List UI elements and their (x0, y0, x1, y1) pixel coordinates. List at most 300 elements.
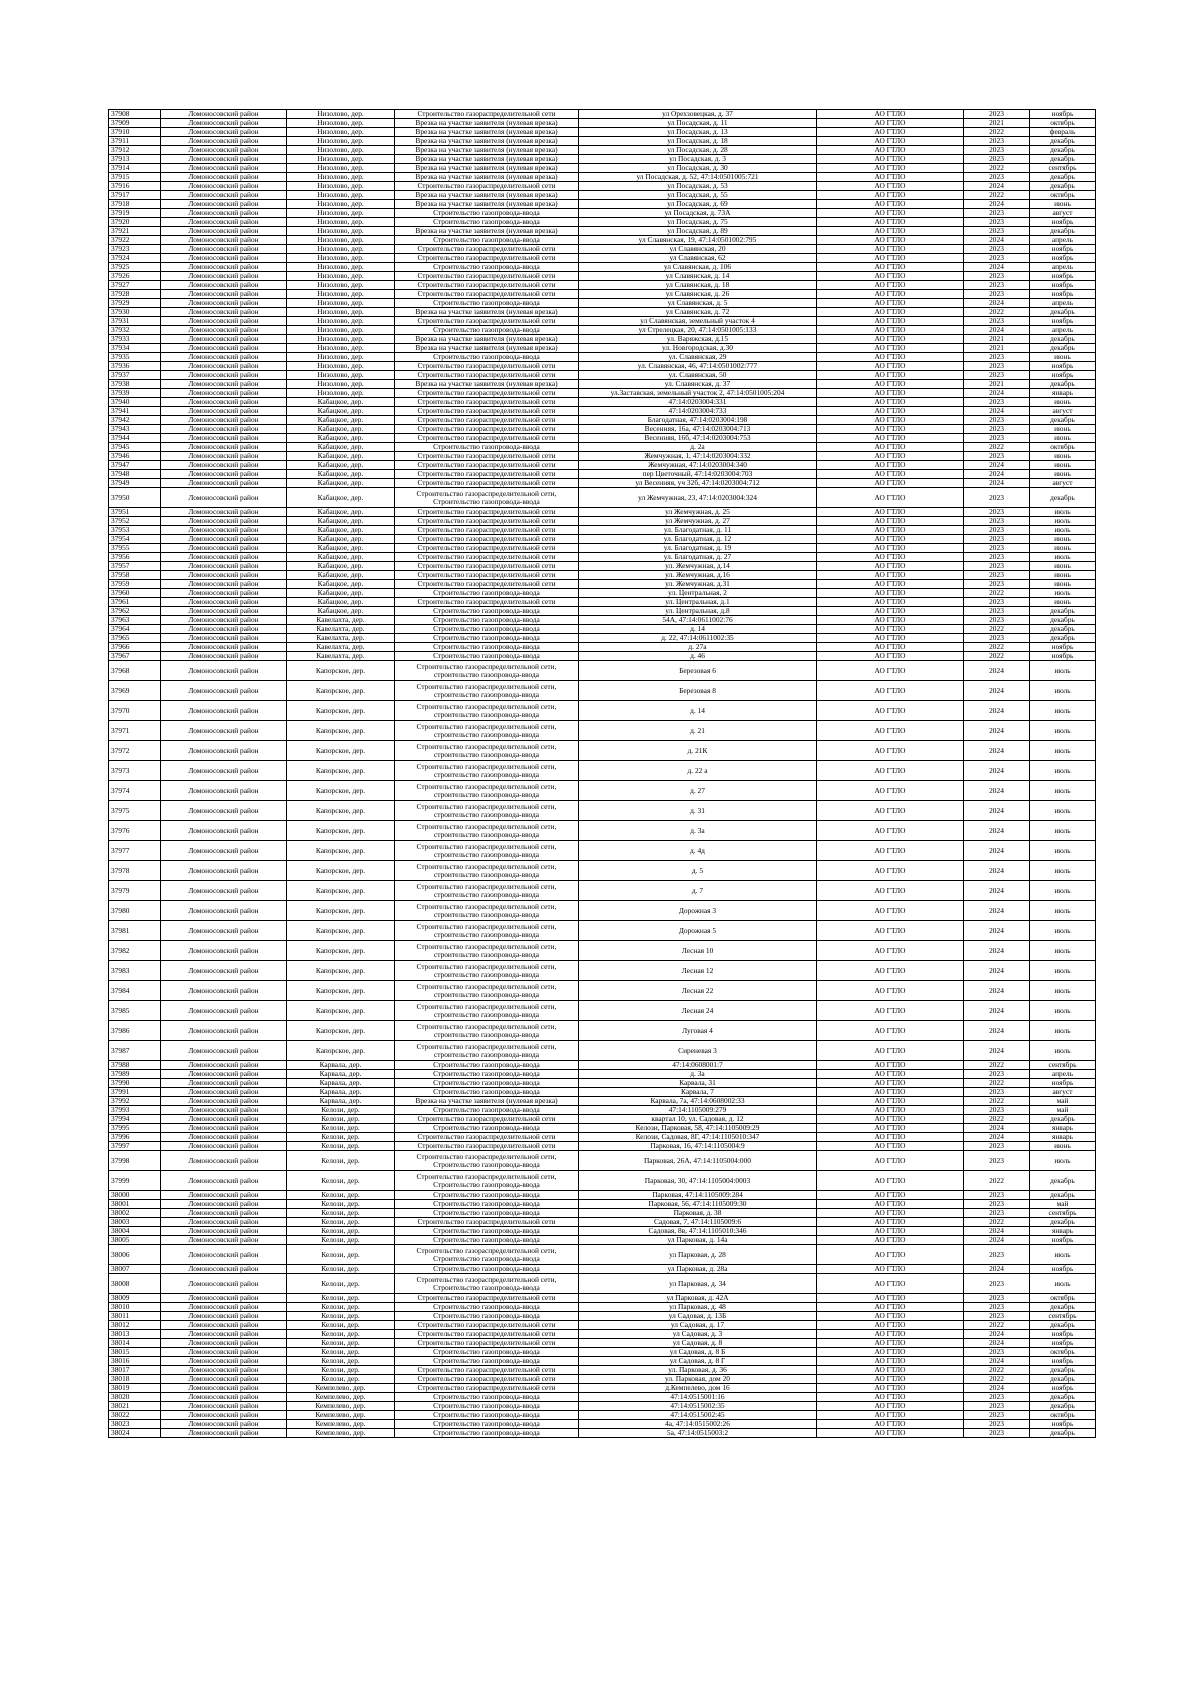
organization-cell: АО ГТЛО (817, 461, 964, 470)
district-cell: Ломоносовский район (161, 128, 287, 137)
work-type-cell: Строительство газораспределительной сети (395, 389, 579, 398)
year-cell: 2023 (964, 227, 1030, 236)
district-cell: Ломоносовский район (161, 1366, 287, 1375)
district-cell: Ломоносовский район (161, 721, 287, 741)
table-row (109, 861, 1096, 881)
table-row (109, 362, 1096, 371)
year-cell: 2023 (964, 1106, 1030, 1115)
row-number: 37963 (109, 616, 161, 625)
settlement-cell: Келози, дер. (287, 1348, 395, 1357)
month-cell: ноябрь (1030, 1236, 1096, 1245)
organization-cell: АО ГТЛО (817, 1209, 964, 1218)
table-row (109, 1429, 1096, 1438)
month-cell: октябрь (1030, 191, 1096, 200)
table-row (109, 562, 1096, 571)
work-type-cell: Строительство газораспределительной сети (395, 290, 579, 299)
table-row (109, 1245, 1096, 1265)
table-row (109, 407, 1096, 416)
row-number: 37953 (109, 526, 161, 535)
month-cell: ноябрь (1030, 1384, 1096, 1393)
address-cell: ул Посадская, д. 52, 47:14:0501005:721 (579, 173, 817, 182)
table-row (109, 317, 1096, 326)
address-cell: ул Стрелецкая, 20, 47:14:0501005:133 (579, 326, 817, 335)
district-cell: Ломоносовский район (161, 1411, 287, 1420)
work-type-cell: Строительство газораспределительной сети (395, 272, 579, 281)
district-cell: Ломоносовский район (161, 961, 287, 981)
address-cell: ул Посадская, д. 11 (579, 119, 817, 128)
table-row (109, 761, 1096, 781)
table-row (109, 389, 1096, 398)
year-cell: 2023 (964, 535, 1030, 544)
year-cell: 2024 (964, 1357, 1030, 1366)
address-cell: Парковая, 30, 47:14:1105004:0003 (579, 1171, 817, 1191)
table-row (109, 508, 1096, 517)
year-cell: 2023 (964, 1429, 1030, 1438)
district-cell: Ломоносовский район (161, 526, 287, 535)
year-cell: 2023 (964, 1312, 1030, 1321)
organization-cell: АО ГТЛО (817, 362, 964, 371)
district-cell: Ломоносовский район (161, 741, 287, 761)
work-type-cell: Строительство газораспределительной сети, строительство газопровода-ввода (395, 841, 579, 861)
year-cell: 2024 (964, 981, 1030, 1001)
month-cell: июнь (1030, 398, 1096, 407)
settlement-cell: Кабацкое, дер. (287, 434, 395, 443)
month-cell: декабрь (1030, 1429, 1096, 1438)
table-row (109, 380, 1096, 389)
district-cell: Ломоносовский район (161, 941, 287, 961)
row-number: 37984 (109, 981, 161, 1001)
year-cell: 2022 (964, 1115, 1030, 1124)
table-row (109, 1236, 1096, 1245)
table-row (109, 434, 1096, 443)
work-type-cell: Врезка на участке заявителя (нулевая врезка) (395, 164, 579, 173)
work-type-cell: Строительство газораспределительной сети (395, 281, 579, 290)
work-type-cell: Строительство газораспределительной сети (395, 434, 579, 443)
row-number: 38014 (109, 1339, 161, 1348)
settlement-cell: Кабацкое, дер. (287, 443, 395, 452)
table-row (109, 589, 1096, 598)
settlement-cell: Низолово, дер. (287, 110, 395, 119)
address-cell: Лесная 10 (579, 941, 817, 961)
row-number: 38005 (109, 1236, 161, 1245)
organization-cell: АО ГТЛО (817, 1041, 964, 1061)
month-cell: май (1030, 1097, 1096, 1106)
month-cell: декабрь (1030, 416, 1096, 425)
organization-cell: АО ГТЛО (817, 821, 964, 841)
year-cell: 2022 (964, 1321, 1030, 1330)
work-type-cell: Строительство газопровода-ввода (395, 1200, 579, 1209)
district-cell: Ломоносовский район (161, 1393, 287, 1402)
table-row (109, 921, 1096, 941)
district-cell: Ломоносовский район (161, 841, 287, 861)
organization-cell: АО ГТЛО (817, 781, 964, 801)
row-number: 37919 (109, 209, 161, 218)
work-type-cell: Строительство газопровода-ввода (395, 634, 579, 643)
organization-cell: АО ГТЛО (817, 1375, 964, 1384)
row-number: 37911 (109, 137, 161, 146)
row-number: 37959 (109, 580, 161, 589)
work-type-cell: Строительство газораспределительной сети, строительство газопровода-ввода (395, 981, 579, 1001)
work-type-cell: Строительство газопровода-ввода (395, 1348, 579, 1357)
row-number: 37962 (109, 607, 161, 616)
settlement-cell: Карвала, дер. (287, 1070, 395, 1079)
address-cell: ул Посадская, д. 53 (579, 182, 817, 191)
district-cell: Ломоносовский район (161, 254, 287, 263)
address-cell: 4а, 47:14:0515002:26 (579, 1420, 817, 1429)
year-cell: 2023 (964, 290, 1030, 299)
month-cell: ноябрь (1030, 1339, 1096, 1348)
district-cell: Ломоносовский район (161, 535, 287, 544)
organization-cell: АО ГТЛО (817, 1142, 964, 1151)
address-cell: ул Садовая, д. 8 (579, 1339, 817, 1348)
year-cell: 2023 (964, 452, 1030, 461)
month-cell: август (1030, 479, 1096, 488)
work-type-cell: Строительство газораспределительной сети (395, 452, 579, 461)
row-number: 37939 (109, 389, 161, 398)
district-cell: Ломоносовский район (161, 461, 287, 470)
address-cell: ул. Благодатная, д. 11 (579, 526, 817, 535)
month-cell: ноябрь (1030, 317, 1096, 326)
month-cell: сентябрь (1030, 1061, 1096, 1070)
district-cell: Ломоносовский район (161, 1151, 287, 1171)
settlement-cell: Карвала, дер. (287, 1061, 395, 1070)
address-cell: ул Весенняя, уч 32б, 47:14:0203004:712 (579, 479, 817, 488)
settlement-cell: Келози, дер. (287, 1357, 395, 1366)
district-cell: Ломоносовский район (161, 634, 287, 643)
district-cell: Ломоносовский район (161, 407, 287, 416)
address-cell: ул Посадская, д. 55 (579, 191, 817, 200)
organization-cell: АО ГТЛО (817, 299, 964, 308)
organization-cell: АО ГТЛО (817, 1200, 964, 1209)
settlement-cell: Кавелахта, дер. (287, 625, 395, 634)
table-row (109, 479, 1096, 488)
year-cell: 2024 (964, 821, 1030, 841)
settlement-cell: Кабацкое, дер. (287, 398, 395, 407)
table-row (109, 526, 1096, 535)
month-cell: июль (1030, 781, 1096, 801)
table-row (109, 1097, 1096, 1106)
row-number: 38018 (109, 1375, 161, 1384)
district-cell: Ломоносовский район (161, 290, 287, 299)
organization-cell: АО ГТЛО (817, 1227, 964, 1236)
row-number: 37918 (109, 200, 161, 209)
address-cell: Парковая, 56, 47:14:1105009:30 (579, 1200, 817, 1209)
settlement-cell: Кабацкое, дер. (287, 607, 395, 616)
address-cell: ул. Жемчужная, д.14 (579, 562, 817, 571)
address-cell: 47:14:0515002:35 (579, 1402, 817, 1411)
address-cell: Лесная 24 (579, 1001, 817, 1021)
district-cell: Ломоносовский район (161, 1245, 287, 1265)
table-row (109, 254, 1096, 263)
work-type-cell: Строительство газораспределительной сети (395, 1218, 579, 1227)
address-cell: д. 14 (579, 625, 817, 634)
work-type-cell: Строительство газопровода-ввода (395, 1411, 579, 1420)
settlement-cell: Кемпелево, дер. (287, 1420, 395, 1429)
settlement-cell: Келози, дер. (287, 1339, 395, 1348)
organization-cell: АО ГТЛО (817, 1124, 964, 1133)
settlement-cell: Низолово, дер. (287, 173, 395, 182)
district-cell: Ломоносовский район (161, 607, 287, 616)
month-cell: июль (1030, 961, 1096, 981)
row-number: 37986 (109, 1021, 161, 1041)
month-cell: июль (1030, 1274, 1096, 1294)
work-type-cell: Врезка на участке заявителя (нулевая врезка) (395, 173, 579, 182)
table-row (109, 218, 1096, 227)
settlement-cell: Келози, дер. (287, 1274, 395, 1294)
district-cell: Ломоносовский район (161, 443, 287, 452)
organization-cell: АО ГТЛО (817, 272, 964, 281)
settlement-cell: Низолово, дер. (287, 371, 395, 380)
row-number: 38009 (109, 1294, 161, 1303)
settlement-cell: Низолово, дер. (287, 245, 395, 254)
district-cell: Ломоносовский район (161, 1303, 287, 1312)
work-type-cell: Строительство газораспределительной сети, Строительство газопровода-ввода (395, 1274, 579, 1294)
month-cell: декабрь (1030, 1115, 1096, 1124)
table-row (109, 652, 1096, 661)
organization-cell: АО ГТЛО (817, 470, 964, 479)
address-cell: ул. Благодатная, д. 12 (579, 535, 817, 544)
organization-cell: АО ГТЛО (817, 544, 964, 553)
year-cell: 2023 (964, 209, 1030, 218)
month-cell: июль (1030, 681, 1096, 701)
organization-cell: АО ГТЛО (817, 407, 964, 416)
table-row (109, 1411, 1096, 1420)
address-cell: ул Посадская, д. 75 (579, 218, 817, 227)
work-type-cell: Врезка на участке заявителя (нулевая врезка) (395, 200, 579, 209)
organization-cell: АО ГТЛО (817, 371, 964, 380)
settlement-cell: Келози, дер. (287, 1294, 395, 1303)
year-cell: 2024 (964, 1041, 1030, 1061)
address-cell: ул Орехзовецкая, д. 37 (579, 110, 817, 119)
address-cell: Луговая 4 (579, 1021, 817, 1041)
organization-cell: АО ГТЛО (817, 741, 964, 761)
table-row (109, 1106, 1096, 1115)
row-number: 37972 (109, 741, 161, 761)
month-cell: декабрь (1030, 182, 1096, 191)
year-cell: 2024 (964, 681, 1030, 701)
month-cell: июль (1030, 881, 1096, 901)
month-cell: декабрь (1030, 1393, 1096, 1402)
organization-cell: АО ГТЛО (817, 1245, 964, 1265)
table-row (109, 741, 1096, 761)
work-type-cell: Строительство газораспределительной сети (395, 508, 579, 517)
organization-cell: АО ГТЛО (817, 761, 964, 781)
table-row (109, 571, 1096, 580)
row-number: 38007 (109, 1265, 161, 1274)
table-row (109, 452, 1096, 461)
month-cell: июль (1030, 821, 1096, 841)
settlement-cell: Низолово, дер. (287, 182, 395, 191)
address-cell: д. 21 (579, 721, 817, 741)
row-number: 37964 (109, 625, 161, 634)
settlement-cell: Кабацкое, дер. (287, 517, 395, 526)
month-cell: май (1030, 1200, 1096, 1209)
row-number: 37931 (109, 317, 161, 326)
month-cell: декабрь (1030, 1366, 1096, 1375)
table-row (109, 470, 1096, 479)
district-cell: Ломоносовский район (161, 326, 287, 335)
organization-cell: АО ГТЛО (817, 317, 964, 326)
work-type-cell: Строительство газопровода-ввода (395, 1209, 579, 1218)
work-type-cell: Строительство газораспределительной сети, строительство газопровода-ввода (395, 1041, 579, 1061)
address-cell: д. 27 (579, 781, 817, 801)
month-cell: ноябрь (1030, 281, 1096, 290)
work-type-cell: Строительство газораспределительной сети (395, 1142, 579, 1151)
address-cell: ул Садовая, д. 8 Б (579, 1348, 817, 1357)
row-number: 37973 (109, 761, 161, 781)
work-type-cell: Врезка на участке заявителя (нулевая врезка) (395, 191, 579, 200)
district-cell: Ломоносовский район (161, 881, 287, 901)
year-cell: 2023 (964, 245, 1030, 254)
address-cell: ул Парковая, д. 14а (579, 1236, 817, 1245)
month-cell: ноябрь (1030, 245, 1096, 254)
year-cell: 2023 (964, 425, 1030, 434)
table-row (109, 1402, 1096, 1411)
month-cell: сентябрь (1030, 1312, 1096, 1321)
work-type-cell: Строительство газопровода-ввода (395, 1357, 579, 1366)
address-cell: 5а, 47:14:0515003:2 (579, 1429, 817, 1438)
month-cell: декабрь (1030, 1191, 1096, 1200)
settlement-cell: Кабацкое, дер. (287, 553, 395, 562)
organization-cell: АО ГТЛО (817, 589, 964, 598)
organization-cell: АО ГТЛО (817, 1218, 964, 1227)
row-number: 37994 (109, 1115, 161, 1124)
year-cell: 2023 (964, 598, 1030, 607)
settlement-cell: Кабацкое, дер. (287, 461, 395, 470)
row-number: 37950 (109, 488, 161, 508)
settlement-cell: Низолово, дер. (287, 146, 395, 155)
row-number: 37921 (109, 227, 161, 236)
year-cell: 2024 (964, 1227, 1030, 1236)
month-cell: декабрь (1030, 607, 1096, 616)
year-cell: 2024 (964, 470, 1030, 479)
work-type-cell: Строительство газораспределительной сети (395, 598, 579, 607)
row-number: 37971 (109, 721, 161, 741)
row-number: 37915 (109, 173, 161, 182)
organization-cell: АО ГТЛО (817, 245, 964, 254)
address-cell: ул. Центральная, 2 (579, 589, 817, 598)
year-cell: 2023 (964, 517, 1030, 526)
table-row (109, 1209, 1096, 1218)
settlement-cell: Келози, дер. (287, 1321, 395, 1330)
settlement-cell: Низолово, дер. (287, 308, 395, 317)
table-row (109, 961, 1096, 981)
district-cell: Ломоносовский район (161, 1133, 287, 1142)
row-number: 37991 (109, 1088, 161, 1097)
month-cell: ноябрь (1030, 1330, 1096, 1339)
month-cell: ноябрь (1030, 254, 1096, 263)
organization-cell: АО ГТЛО (817, 191, 964, 200)
month-cell: ноябрь (1030, 1079, 1096, 1088)
month-cell: июль (1030, 1021, 1096, 1041)
organization-cell: АО ГТЛО (817, 607, 964, 616)
work-type-cell: Строительство газораспределительной сети, строительство газопровода-ввода (395, 781, 579, 801)
row-number: 38002 (109, 1209, 161, 1218)
district-cell: Ломоносовский район (161, 353, 287, 362)
table-row (109, 1001, 1096, 1021)
address-cell: ул. Центральная, д.1 (579, 598, 817, 607)
work-type-cell: Строительство газопровода-ввода (395, 1191, 579, 1200)
year-cell: 2024 (964, 701, 1030, 721)
month-cell: май (1030, 1106, 1096, 1115)
work-type-cell: Строительство газопровода-ввода (395, 1303, 579, 1312)
settlement-cell: Капорское, дер. (287, 861, 395, 881)
organization-cell: АО ГТЛО (817, 652, 964, 661)
settlement-cell: Кавелахта, дер. (287, 643, 395, 652)
work-type-cell: Строительство газораспределительной сети (395, 1330, 579, 1339)
organization-cell: АО ГТЛО (817, 1236, 964, 1245)
year-cell: 2024 (964, 236, 1030, 245)
district-cell: Ломоносовский район (161, 344, 287, 353)
district-cell: Ломоносовский район (161, 562, 287, 571)
organization-cell: АО ГТЛО (817, 416, 964, 425)
work-type-cell: Строительство газопровода-ввода (395, 443, 579, 452)
address-cell: ул Посадская, д. 13 (579, 128, 817, 137)
address-cell: Сиреневая 3 (579, 1041, 817, 1061)
table-row (109, 398, 1096, 407)
table-row (109, 173, 1096, 182)
district-cell: Ломоносовский район (161, 1097, 287, 1106)
table-row (109, 1303, 1096, 1312)
work-type-cell: Строительство газораспределительной сети, строительство газопровода-ввода (395, 761, 579, 781)
organization-cell: АО ГТЛО (817, 535, 964, 544)
work-type-cell: Строительство газопровода-ввода (395, 1402, 579, 1411)
row-number: 37933 (109, 335, 161, 344)
table-row (109, 1375, 1096, 1384)
district-cell: Ломоносовский район (161, 1142, 287, 1151)
month-cell: июнь (1030, 1142, 1096, 1151)
settlement-cell: Низолово, дер. (287, 344, 395, 353)
settlement-cell: Низолово, дер. (287, 155, 395, 164)
row-number: 38019 (109, 1384, 161, 1393)
organization-cell: АО ГТЛО (817, 1001, 964, 1021)
month-cell: январь (1030, 1227, 1096, 1236)
table-row (109, 1348, 1096, 1357)
month-cell: декабрь (1030, 1402, 1096, 1411)
row-number: 38016 (109, 1357, 161, 1366)
district-cell: Ломоносовский район (161, 1088, 287, 1097)
year-cell: 2024 (964, 1265, 1030, 1274)
row-number: 37966 (109, 643, 161, 652)
district-cell: Ломоносовский район (161, 701, 287, 721)
year-cell: 2024 (964, 841, 1030, 861)
district-cell: Ломоносовский район (161, 452, 287, 461)
address-cell: ул Жемчужная, д. 27 (579, 517, 817, 526)
settlement-cell: Низолово, дер. (287, 263, 395, 272)
settlement-cell: Кабацкое, дер. (287, 544, 395, 553)
month-cell: июнь (1030, 535, 1096, 544)
district-cell: Ломоносовский район (161, 389, 287, 398)
settlement-cell: Келози, дер. (287, 1106, 395, 1115)
table-row (109, 227, 1096, 236)
work-type-cell: Врезка на участке заявителя (нулевая врезка) (395, 137, 579, 146)
table-row (109, 1133, 1096, 1142)
district-cell: Ломоносовский район (161, 1041, 287, 1061)
month-cell: август (1030, 209, 1096, 218)
year-cell: 2023 (964, 616, 1030, 625)
settlement-cell: Низолово, дер. (287, 317, 395, 326)
row-number: 37909 (109, 119, 161, 128)
work-type-cell: Строительство газопровода-ввода (395, 209, 579, 218)
district-cell: Ломоносовский район (161, 508, 287, 517)
table-row (109, 643, 1096, 652)
month-cell: ноябрь (1030, 362, 1096, 371)
table-row (109, 416, 1096, 425)
row-number: 37993 (109, 1106, 161, 1115)
work-type-cell: Врезка на участке заявителя (нулевая врезка) (395, 380, 579, 389)
work-type-cell: Строительство газораспределительной сети, Строительство газопровода-ввода (395, 488, 579, 508)
month-cell: октябрь (1030, 1411, 1096, 1420)
